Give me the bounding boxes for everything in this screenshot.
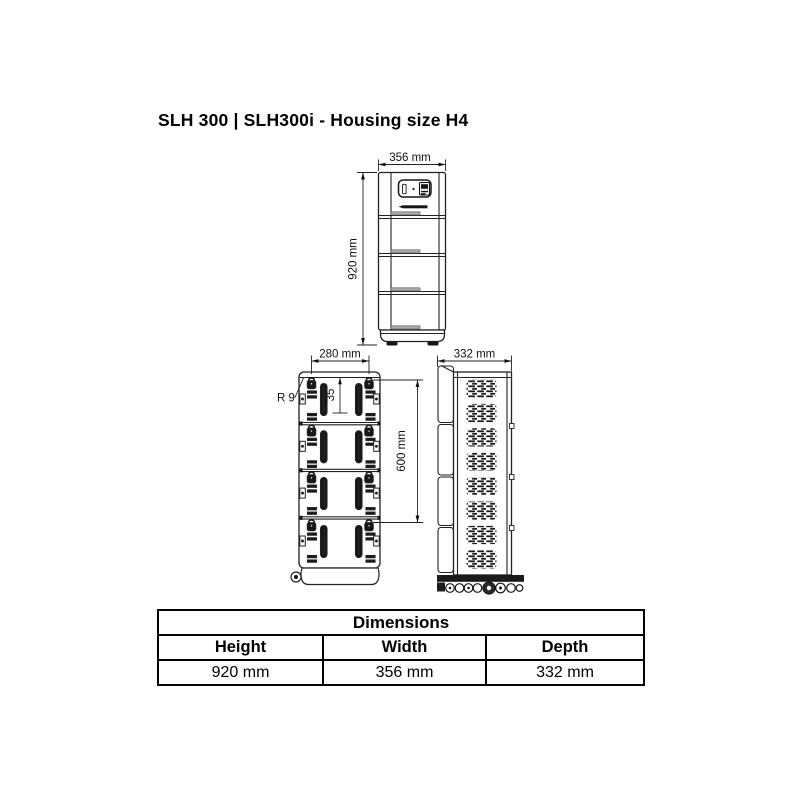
display-panel-icon (399, 180, 432, 197)
rear-base (291, 568, 379, 585)
front-base (381, 330, 445, 346)
front-width-dimension (379, 152, 446, 171)
table-title: Dimensions (158, 610, 644, 635)
connector-block (437, 583, 445, 592)
rear-width-dimension (312, 349, 370, 375)
dimensions-table (157, 609, 645, 686)
side-door-profiles (438, 366, 454, 573)
brand-label (399, 205, 428, 208)
slot-offset-label: 35 (325, 388, 337, 402)
col-header-height: Height (158, 635, 323, 660)
side-depth-label: 332 mm (453, 348, 496, 361)
side-view (437, 349, 524, 595)
side-cabinet-outline (454, 372, 512, 575)
front-width-label: 356 mm (389, 152, 431, 164)
corner-radius-label: R 9 (277, 392, 295, 405)
col-header-depth: Depth (486, 635, 644, 660)
page-title: SLH 300 | SLH300i - Housing size H4 (158, 110, 469, 130)
rear-width-label: 280 mm (319, 348, 361, 361)
table-title-row (158, 610, 644, 635)
value-width: 356 mm (323, 660, 486, 685)
side-base-connections (437, 575, 524, 594)
value-height: 920 mm (158, 660, 323, 685)
front-view (348, 152, 446, 346)
value-depth: 332 mm (486, 660, 644, 685)
table-value-row (158, 660, 644, 685)
front-height-dimension (348, 173, 378, 346)
col-header-width: Width (323, 635, 486, 660)
mount-height-label: 600 mm (396, 430, 408, 472)
front-height-label: 920 mm (347, 238, 360, 280)
table-header-row (158, 635, 644, 660)
cable-glands (446, 582, 523, 594)
rear-view (277, 349, 423, 585)
